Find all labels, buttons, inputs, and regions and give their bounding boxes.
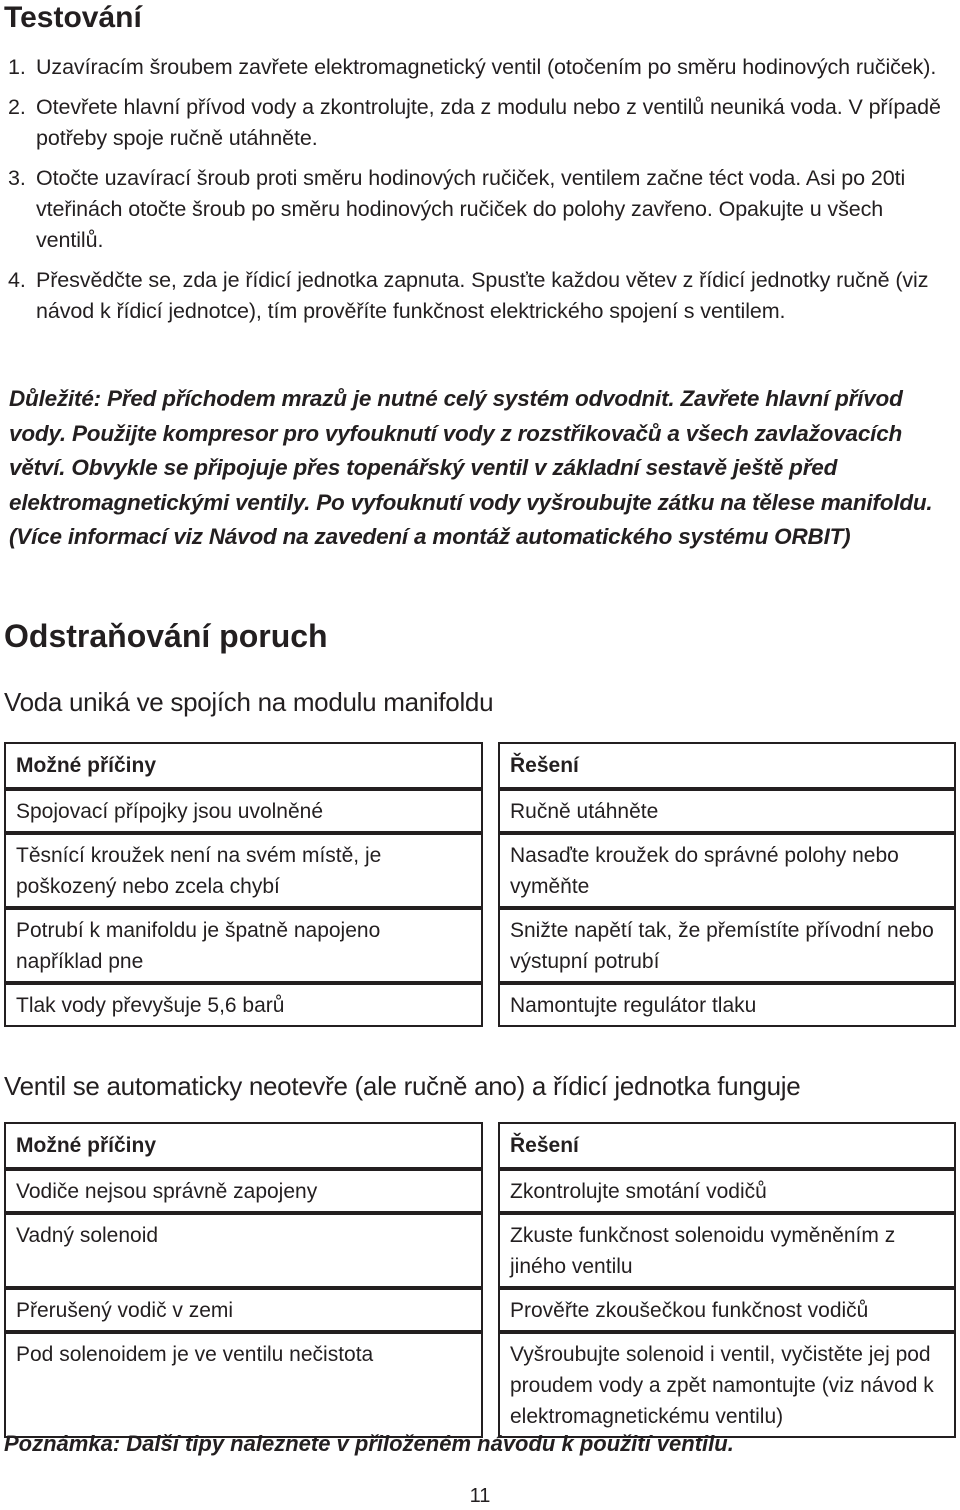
table-header-row bbox=[4, 742, 956, 789]
cause-cell: Potrubí k manifoldu je špatně napojeno například pne bbox=[4, 908, 483, 983]
important-reference: (Více informací viz Návod na zavedení a montáž automatického systému ORBIT) bbox=[9, 524, 851, 549]
step-number: 2. bbox=[8, 95, 26, 119]
cause-cell: Těsnící kroužek není na svém místě, je poškozený nebo zcela chybí bbox=[4, 833, 483, 908]
column-header-causes: Možné příčiny bbox=[4, 742, 483, 789]
solution-cell: Nasaďte kroužek do správné polohy nebo vyměňte bbox=[498, 833, 956, 908]
column-header-causes: Možné příčiny bbox=[4, 1122, 483, 1169]
list-item bbox=[4, 52, 954, 83]
footnote-tip: Poznámka: Další tipy naleznete v přiloženém návodu k použití ventilu. bbox=[4, 1431, 734, 1456]
table-row bbox=[4, 908, 956, 983]
solution-cell: Zkuste funkčnost solenoidu vyměněním z jiného ventilu bbox=[498, 1213, 956, 1288]
troubleshooting-heading: Odstraňování poruch bbox=[4, 618, 328, 654]
solution-cell: Snižte napětí tak, že přemístíte přívodní nebo výstupní potrubí bbox=[498, 908, 956, 983]
step-number: 4. bbox=[8, 268, 26, 292]
table-row bbox=[4, 983, 956, 1027]
testing-steps-list bbox=[4, 52, 954, 336]
step-text: Uzavíracím šroubem zavřete elektromagnetický ventil (otočením po směru hodinových ručiček). bbox=[36, 55, 937, 79]
table-row bbox=[4, 833, 956, 908]
list-item bbox=[4, 265, 954, 327]
cause-cell: Tlak vody převyšuje 5,6 barů bbox=[4, 983, 483, 1027]
cause-cell: Vadný solenoid bbox=[4, 1213, 483, 1288]
table-row bbox=[4, 1288, 956, 1332]
table-row bbox=[4, 1332, 956, 1438]
solution-cell: Namontujte regulátor tlaku bbox=[498, 983, 956, 1027]
solution-cell: Zkontrolujte smotání vodičů bbox=[498, 1169, 956, 1213]
solution-cell: Prověřte zkoušečkou funkčnost vodičů bbox=[498, 1288, 956, 1332]
step-number: 3. bbox=[8, 166, 26, 190]
cause-cell: Pod solenoidem je ve ventilu nečistota bbox=[4, 1332, 483, 1438]
testing-heading: Testování bbox=[4, 1, 142, 34]
cause-cell: Přerušený vodič v zemi bbox=[4, 1288, 483, 1332]
cause-cell: Vodiče nejsou správně zapojeny bbox=[4, 1169, 483, 1213]
cause-cell: Spojovací přípojky jsou uvolněné bbox=[4, 789, 483, 833]
page-number: 11 bbox=[469, 1485, 491, 1507]
column-header-solution: Řešení bbox=[498, 742, 956, 789]
table-row bbox=[4, 1169, 956, 1213]
column-header-solution: Řešení bbox=[498, 1122, 956, 1169]
step-text: Otevřete hlavní přívod vody a zkontrolujte, zda z modulu nebo z ventilů neuniká voda. V případě potřeby spoje ručně utáhněte. bbox=[36, 95, 941, 150]
problem-heading-leaks: Voda uniká ve spojích na modulu manifoldu bbox=[4, 687, 494, 717]
table-header-row bbox=[4, 1122, 956, 1169]
table-row bbox=[4, 789, 956, 833]
step-text: Přesvědčte se, zda je řídicí jednotka zapnuta. Spusťte každou větev z řídicí jednotky ručně (viz návod k řídicí jednotce), tím prověříte funkčnost elektrického spojení s ventilem. bbox=[36, 268, 929, 323]
important-text: Důležité: Před příchodem mrazů je nutné celý systém odvodnit. Zavřete hlavní přívod vody. Použijte kompresor pro vyfouknutí vody z rozstřikovačů a všech zavlažovacích větví. Obvykle se připojuje přes topenářský ventil v základní sestavě ještě před elektromagnetickými ventily. Po vyfouknutí vody vyšroubujte zátku na tělese manifoldu. bbox=[9, 386, 933, 515]
important-notice bbox=[9, 382, 957, 555]
troubleshooting-table-valve bbox=[4, 1122, 956, 1438]
list-item bbox=[4, 92, 954, 154]
troubleshooting-table-leaks bbox=[4, 742, 956, 1027]
problem-heading-valve: Ventil se automaticky neotevře (ale ručně ano) a řídicí jednotka funguje bbox=[4, 1071, 801, 1101]
step-number: 1. bbox=[8, 55, 26, 79]
list-item bbox=[4, 163, 954, 256]
table-row bbox=[4, 1213, 956, 1288]
solution-cell: Ručně utáhněte bbox=[498, 789, 956, 833]
step-text: Otočte uzavírací šroub proti směru hodinových ručiček, ventilem začne téct voda. Asi po 20ti vteřinách otočte šroub po směru hodinových ručiček do polohy zavřeno. Opakujte u všech ventilů. bbox=[36, 166, 906, 252]
solution-cell: Vyšroubujte solenoid i ventil, vyčistěte jej pod proudem vody a zpět namontujte (viz návod k elektromagnetickému ventilu) bbox=[498, 1332, 956, 1438]
